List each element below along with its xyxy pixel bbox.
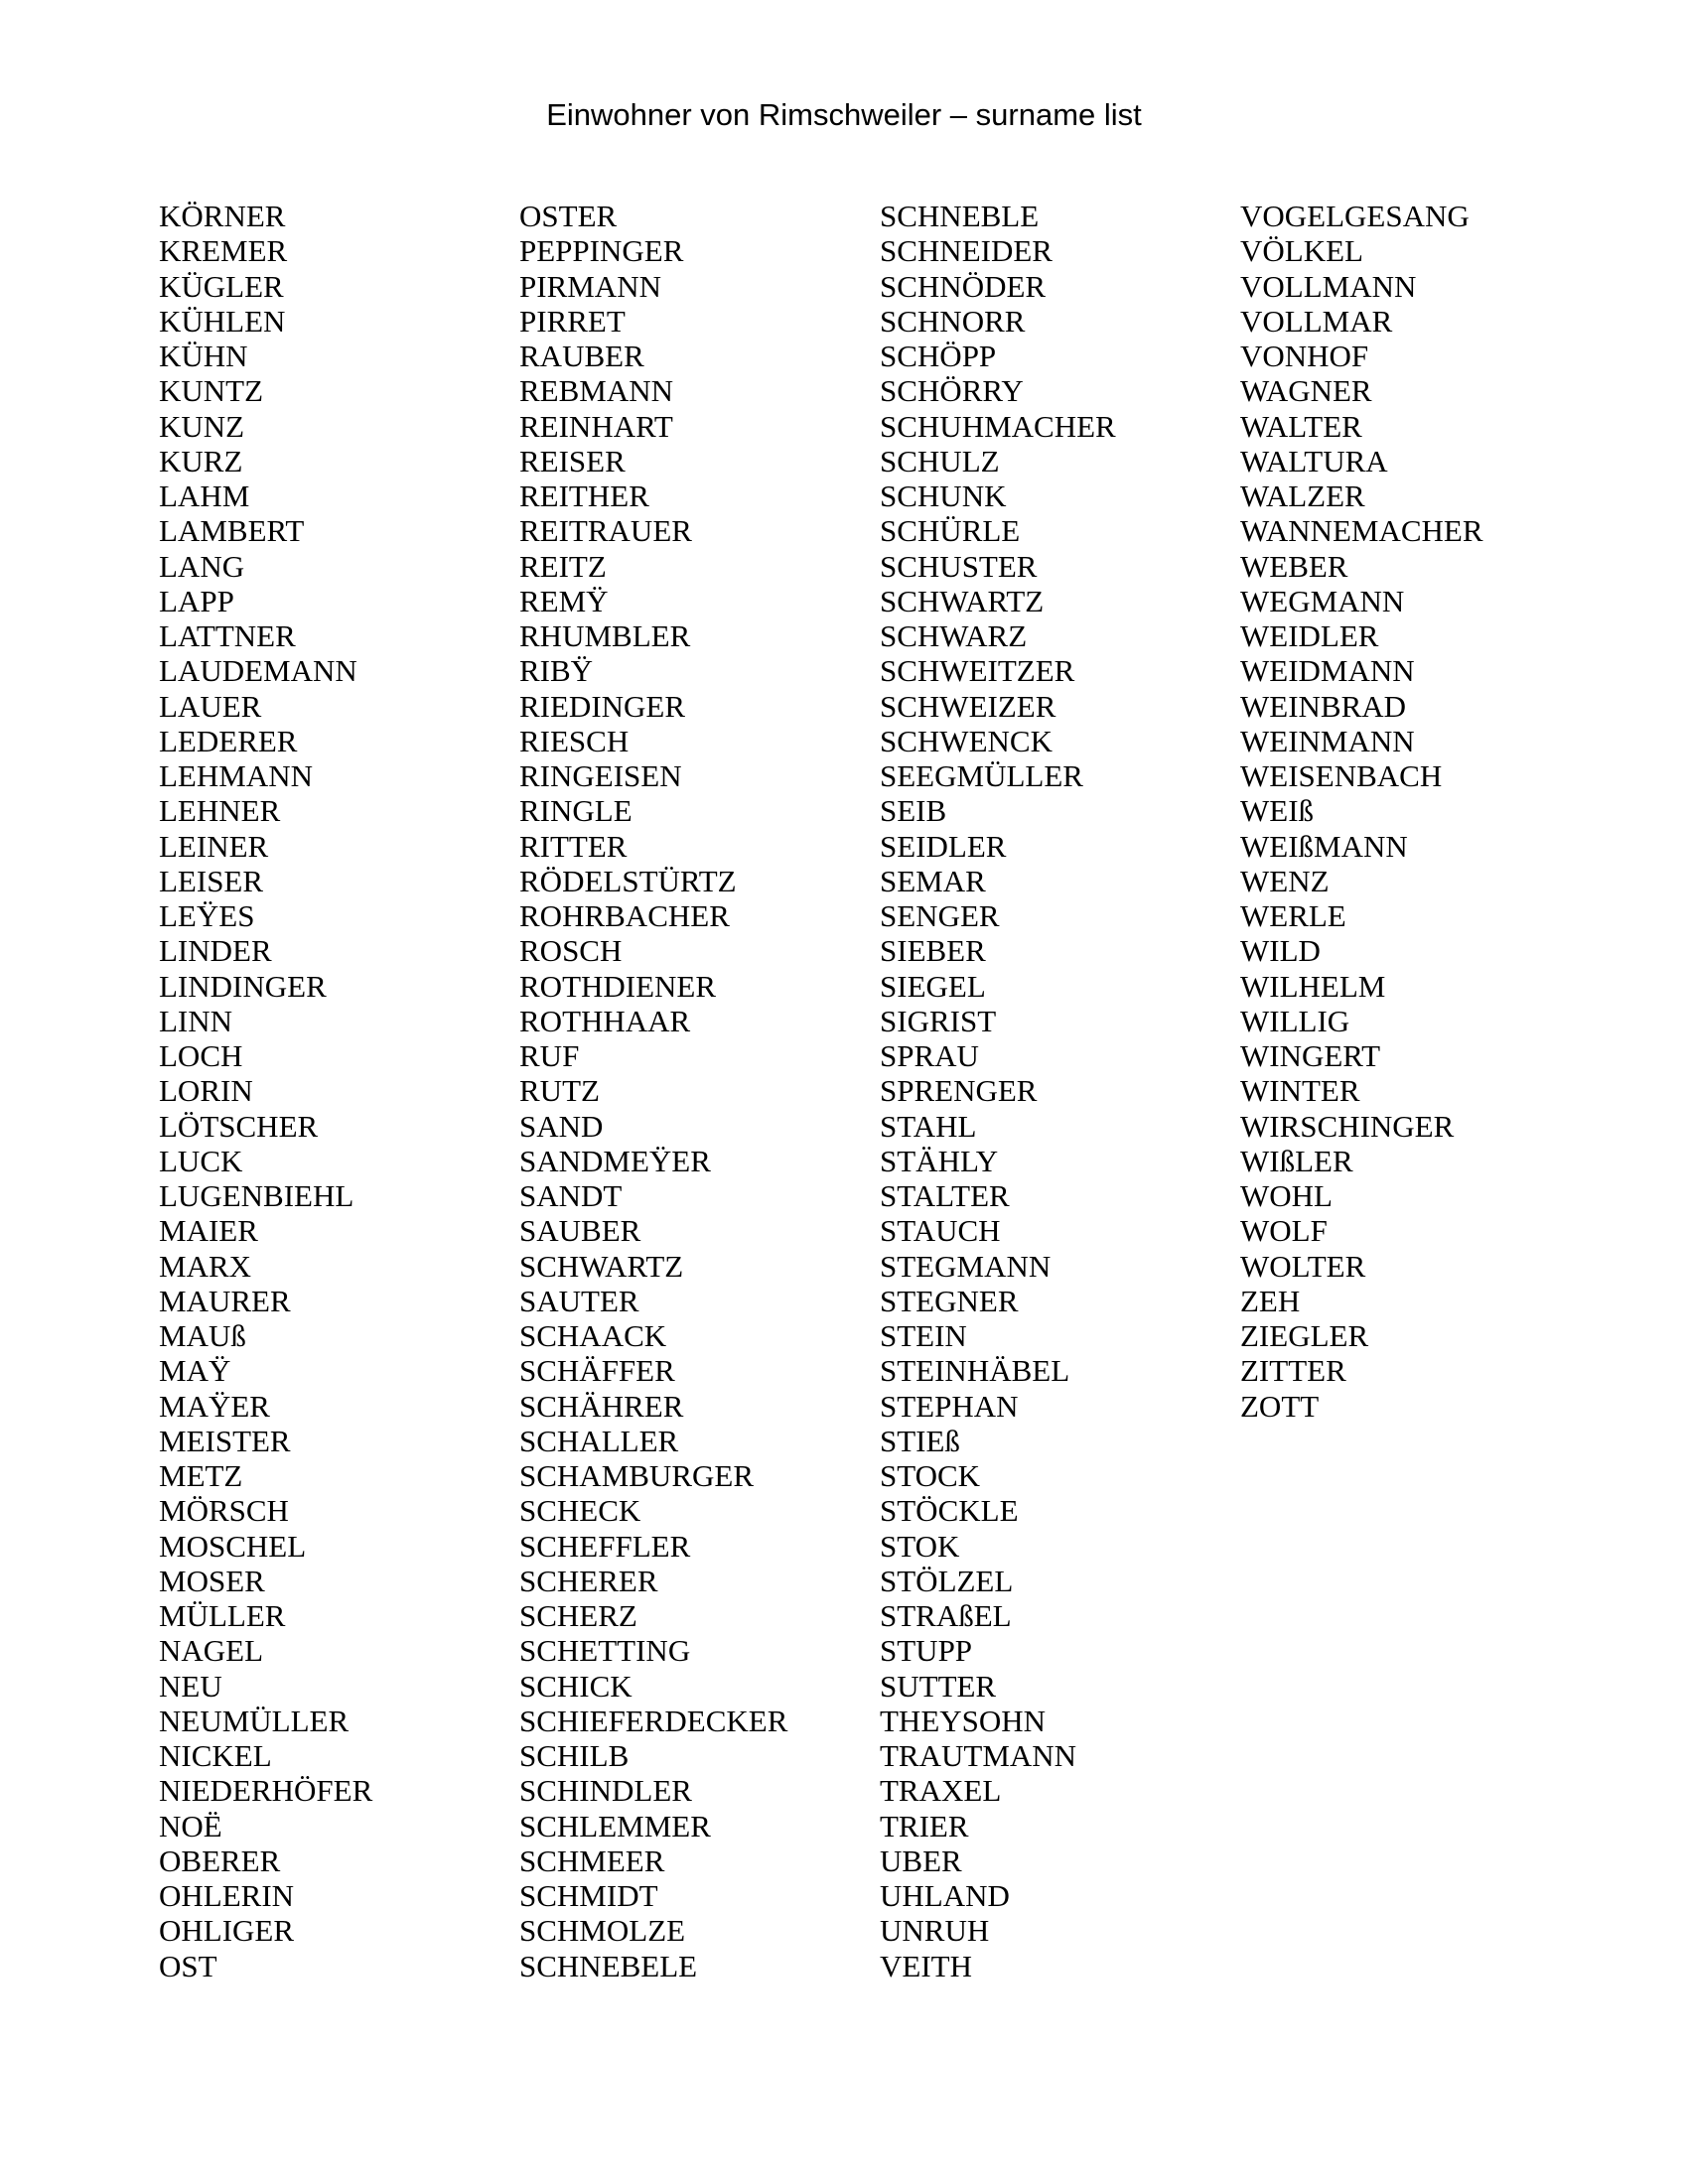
surname-entry: SAND bbox=[519, 1108, 604, 1144]
surname-entry: TRIER bbox=[880, 1808, 969, 1843]
surname-entry: STAUCH bbox=[880, 1213, 1001, 1249]
surname-entry: SCHNEBLE bbox=[880, 199, 1040, 233]
surname-entry: WIRSCHINGER bbox=[1240, 1108, 1455, 1144]
surname-entry: WEBER bbox=[1240, 548, 1348, 584]
surname-entry: UHLAND bbox=[880, 1878, 1010, 1913]
surname-entry: WALTURA bbox=[1240, 443, 1388, 478]
surname-entry: ZOTT bbox=[1240, 1388, 1320, 1424]
surname-entry: UBER bbox=[880, 1843, 962, 1878]
surname-entry: SCHNORR bbox=[880, 303, 1026, 339]
surname-entry: KUNTZ bbox=[159, 373, 264, 409]
surname-entry: SIGRIST bbox=[880, 1003, 997, 1038]
surname-entry: LINN bbox=[159, 1003, 233, 1038]
surname-entry: SCHILB bbox=[519, 1738, 630, 1773]
surname-entry: STÖLZEL bbox=[880, 1563, 1014, 1598]
surname-entry: RIESCH bbox=[519, 723, 630, 758]
surname-entry: RAUBER bbox=[519, 339, 644, 373]
surname-entry: KÜHLEN bbox=[159, 303, 286, 339]
surname-entry: VEITH bbox=[880, 1948, 972, 1983]
surname-entry: WANNEMACHER bbox=[1240, 513, 1483, 549]
surname-entry: KÜGLER bbox=[159, 268, 284, 304]
surname-entry: STUPP bbox=[880, 1633, 973, 1669]
surname-entry: MÜLLER bbox=[159, 1598, 286, 1633]
surname-entry: RIBŸ bbox=[519, 653, 594, 689]
surname-entry: MAUß bbox=[159, 1318, 246, 1353]
surname-entry: SEEGMÜLLER bbox=[880, 758, 1083, 793]
surname-entry: TRAXEL bbox=[880, 1773, 1002, 1809]
surname-entry: SCHMEER bbox=[519, 1843, 665, 1878]
surname-entry: WEINBRAD bbox=[1240, 688, 1407, 724]
surname-entry: MAURER bbox=[159, 1283, 291, 1318]
surname-entry: STEPHAN bbox=[880, 1388, 1019, 1424]
surname-columns bbox=[159, 199, 1609, 2005]
surname-entry: NICKEL bbox=[159, 1738, 272, 1773]
surname-entry: WINTER bbox=[1240, 1073, 1360, 1109]
surname-entry: LEŸES bbox=[159, 898, 255, 933]
surname-entry: RÖDELSTÜRTZ bbox=[519, 863, 737, 898]
surname-entry: REMŸ bbox=[519, 583, 609, 618]
surname-entry: ZIEGLER bbox=[1240, 1318, 1369, 1353]
surname-entry: LANG bbox=[159, 548, 245, 584]
surname-entry: SCHIEFERDECKER bbox=[519, 1703, 788, 1738]
surname-entry: STEINHÄBEL bbox=[880, 1353, 1070, 1389]
surname-entry: SCHAACK bbox=[519, 1318, 667, 1353]
surname-entry: STRAßEL bbox=[880, 1598, 1012, 1633]
surname-entry: OHLIGER bbox=[159, 1913, 295, 1949]
surname-entry: SCHWARZ bbox=[880, 618, 1028, 653]
surname-entry: WALTER bbox=[1240, 408, 1362, 444]
surname-entry: LAPP bbox=[159, 583, 234, 618]
surname-entry: WALZER bbox=[1240, 478, 1365, 513]
surname-entry: TRAUTMANN bbox=[880, 1738, 1077, 1773]
surname-entry: SCHEFFLER bbox=[519, 1528, 691, 1564]
surname-entry: SCHALLER bbox=[519, 1423, 679, 1458]
surname-entry: REITRAUER bbox=[519, 513, 692, 549]
surname-entry: LORIN bbox=[159, 1073, 253, 1109]
surname-entry: SCHWARTZ bbox=[880, 583, 1045, 618]
surname-entry: REBMANN bbox=[519, 373, 674, 409]
surname-entry: NAGEL bbox=[159, 1633, 264, 1669]
surname-entry: VOGELGESANG bbox=[1240, 199, 1470, 233]
surname-entry: MOSER bbox=[159, 1563, 265, 1598]
surname-entry: NIEDERHÖFER bbox=[159, 1773, 373, 1809]
surname-entry: NOË bbox=[159, 1808, 222, 1843]
surname-entry: WILD bbox=[1240, 933, 1321, 969]
surname-entry: LEHMANN bbox=[159, 758, 313, 793]
surname-entry: SCHWARTZ bbox=[519, 1248, 684, 1284]
surname-entry: REITHER bbox=[519, 478, 649, 513]
surname-entry: SCHMOLZE bbox=[519, 1913, 686, 1949]
surname-entry: KREMER bbox=[159, 233, 288, 269]
surname-entry: WENZ bbox=[1240, 863, 1330, 898]
surname-entry: SCHETTING bbox=[519, 1633, 691, 1669]
surname-entry: SCHUHMACHER bbox=[880, 408, 1116, 444]
surname-entry: WINGERT bbox=[1240, 1038, 1381, 1073]
surname-entry: LOCH bbox=[159, 1038, 243, 1073]
surname-entry: WEIDLER bbox=[1240, 618, 1379, 653]
surname-entry: PEPPINGER bbox=[519, 233, 684, 269]
page-title: Einwohner von Rimschweiler – surname list bbox=[546, 97, 1142, 132]
surname-entry: VONHOF bbox=[1240, 339, 1369, 373]
surname-entry: LINDINGER bbox=[159, 968, 327, 1004]
surname-entry: KÜHN bbox=[159, 339, 248, 373]
surname-entry: WEISENBACH bbox=[1240, 758, 1443, 793]
surname-entry: LAUER bbox=[159, 688, 262, 724]
surname-entry: STEIN bbox=[880, 1318, 967, 1353]
surname-entry: SEMAR bbox=[880, 863, 986, 898]
surname-entry: WIßLER bbox=[1240, 1143, 1353, 1178]
surname-entry: LAHM bbox=[159, 478, 250, 513]
surname-entry: KURZ bbox=[159, 443, 243, 478]
surname-entry: SANDT bbox=[519, 1178, 623, 1213]
surname-entry: MARX bbox=[159, 1248, 252, 1284]
surname-entry: WOLF bbox=[1240, 1213, 1328, 1249]
surname-entry: LAUDEMANN bbox=[159, 653, 357, 689]
surname-entry: SCHWEIZER bbox=[880, 688, 1056, 724]
surname-entry: SCHLEMMER bbox=[519, 1808, 711, 1843]
surname-entry: RINGEISEN bbox=[519, 758, 682, 793]
surname-entry: VOLLMAR bbox=[1240, 303, 1393, 339]
surname-entry: SCHAMBURGER bbox=[519, 1458, 754, 1493]
surname-entry: SCHWEITZER bbox=[880, 653, 1075, 689]
surname-entry: SUTTER bbox=[880, 1668, 997, 1704]
surname-column-4 bbox=[1240, 199, 1483, 1424]
surname-entry: SIEGEL bbox=[880, 968, 986, 1004]
surname-entry: OST bbox=[159, 1948, 217, 1983]
surname-entry: KÖRNER bbox=[159, 199, 286, 233]
surname-entry: SCHÄHRER bbox=[519, 1388, 684, 1424]
surname-entry: RITTER bbox=[519, 828, 628, 864]
surname-entry: SIEBER bbox=[880, 933, 986, 969]
surname-entry: SCHNÖDER bbox=[880, 268, 1047, 304]
surname-entry: OHLERIN bbox=[159, 1878, 295, 1913]
surname-entry: SCHICK bbox=[519, 1668, 633, 1704]
surname-entry: KUNZ bbox=[159, 408, 245, 444]
surname-entry: SCHECK bbox=[519, 1493, 641, 1529]
surname-entry: SCHNEIDER bbox=[880, 233, 1053, 269]
surname-entry: LAMBERT bbox=[159, 513, 305, 549]
surname-entry: SCHINDLER bbox=[519, 1773, 692, 1809]
surname-entry: SEIB bbox=[880, 793, 947, 829]
surname-entry: ZITTER bbox=[1240, 1353, 1346, 1389]
surname-entry: RUF bbox=[519, 1038, 580, 1073]
surname-entry: STEGNER bbox=[880, 1283, 1019, 1318]
surname-entry: SPRENGER bbox=[880, 1073, 1038, 1109]
surname-entry: MEISTER bbox=[159, 1423, 291, 1458]
surname-entry: RUTZ bbox=[519, 1073, 600, 1109]
surname-column-2 bbox=[519, 199, 787, 1983]
surname-entry: SCHUSTER bbox=[880, 548, 1038, 584]
surname-entry: RIEDINGER bbox=[519, 688, 686, 724]
surname-entry: OSTER bbox=[519, 199, 618, 233]
surname-entry: ZEH bbox=[1240, 1283, 1301, 1318]
surname-entry: LEHNER bbox=[159, 793, 281, 829]
surname-entry: VÖLKEL bbox=[1240, 233, 1363, 269]
surname-entry: ROHRBACHER bbox=[519, 898, 730, 933]
surname-entry: LUGENBIEHL bbox=[159, 1178, 354, 1213]
surname-entry: METZ bbox=[159, 1458, 243, 1493]
surname-entry: STIEß bbox=[880, 1423, 960, 1458]
surname-entry: STOCK bbox=[880, 1458, 981, 1493]
surname-entry: RHUMBLER bbox=[519, 618, 691, 653]
surname-entry: ROTHHAAR bbox=[519, 1003, 691, 1038]
surname-entry: WEIßMANN bbox=[1240, 828, 1408, 864]
surname-entry: STEGMANN bbox=[880, 1248, 1052, 1284]
surname-entry: SCHÄFFER bbox=[519, 1353, 675, 1389]
surname-entry: LÖTSCHER bbox=[159, 1108, 319, 1144]
surname-entry: REINHART bbox=[519, 408, 673, 444]
surname-entry: THEYSOHN bbox=[880, 1703, 1047, 1738]
surname-entry: WILLIG bbox=[1240, 1003, 1350, 1038]
surname-entry: SENGER bbox=[880, 898, 1000, 933]
surname-entry: SEIDLER bbox=[880, 828, 1007, 864]
surname-entry: LEISER bbox=[159, 863, 264, 898]
surname-entry: SCHÖPP bbox=[880, 339, 997, 373]
surname-entry: SPRAU bbox=[880, 1038, 979, 1073]
surname-entry: MAŸER bbox=[159, 1388, 270, 1424]
surname-column-1 bbox=[159, 199, 372, 1983]
surname-entry: LUCK bbox=[159, 1143, 243, 1178]
surname-entry: SCHÖRRY bbox=[880, 373, 1024, 409]
surname-entry: WERLE bbox=[1240, 898, 1346, 933]
surname-entry: SCHUNK bbox=[880, 478, 1007, 513]
surname-entry: NEU bbox=[159, 1668, 222, 1704]
surname-entry: WOHL bbox=[1240, 1178, 1333, 1213]
surname-entry: WILHELM bbox=[1240, 968, 1386, 1004]
surname-entry: SAUBER bbox=[519, 1213, 641, 1249]
surname-entry: SCHMIDT bbox=[519, 1878, 658, 1913]
surname-entry: MÖRSCH bbox=[159, 1493, 289, 1529]
surname-entry: MAIER bbox=[159, 1213, 258, 1249]
surname-entry: SCHWENCK bbox=[880, 723, 1053, 758]
surname-entry: WEINMANN bbox=[1240, 723, 1415, 758]
surname-entry: WEGMANN bbox=[1240, 583, 1405, 618]
surname-entry: SAUTER bbox=[519, 1283, 639, 1318]
surname-entry: ROTHDIENER bbox=[519, 968, 717, 1004]
surname-entry: SCHNEBELE bbox=[519, 1948, 698, 1983]
surname-entry: WEIDMANN bbox=[1240, 653, 1415, 689]
surname-entry: STÖCKLE bbox=[880, 1493, 1019, 1529]
surname-entry: REISER bbox=[519, 443, 626, 478]
surname-entry: STÄHLY bbox=[880, 1143, 999, 1178]
surname-entry: ROSCH bbox=[519, 933, 623, 969]
surname-entry: REITZ bbox=[519, 548, 607, 584]
surname-entry: LEDERER bbox=[159, 723, 298, 758]
surname-entry: WEIß bbox=[1240, 793, 1315, 829]
surname-column-3 bbox=[880, 199, 1116, 1983]
surname-entry: NEUMÜLLER bbox=[159, 1703, 350, 1738]
surname-entry: SCHERZ bbox=[519, 1598, 637, 1633]
surname-entry: RINGLE bbox=[519, 793, 633, 829]
surname-entry: LEINER bbox=[159, 828, 269, 864]
surname-entry: SANDMEŸER bbox=[519, 1143, 711, 1178]
surname-entry: VOLLMANN bbox=[1240, 268, 1417, 304]
surname-entry: PIRMANN bbox=[519, 268, 661, 304]
surname-entry: SCHULZ bbox=[880, 443, 1000, 478]
surname-entry: PIRRET bbox=[519, 303, 626, 339]
surname-entry: STAHL bbox=[880, 1108, 977, 1144]
surname-entry: UNRUH bbox=[880, 1913, 990, 1949]
surname-entry: STALTER bbox=[880, 1178, 1010, 1213]
surname-entry: MAŸ bbox=[159, 1353, 231, 1389]
surname-entry: WAGNER bbox=[1240, 373, 1372, 409]
surname-entry: STOK bbox=[880, 1528, 960, 1564]
surname-entry: WOLTER bbox=[1240, 1248, 1366, 1284]
surname-entry: OBERER bbox=[159, 1843, 281, 1878]
surname-entry: MOSCHEL bbox=[159, 1528, 307, 1564]
surname-entry: LINDER bbox=[159, 933, 272, 969]
surname-entry: LATTNER bbox=[159, 618, 296, 653]
surname-entry: SCHERER bbox=[519, 1563, 658, 1598]
surname-entry: SCHÜRLE bbox=[880, 513, 1021, 549]
